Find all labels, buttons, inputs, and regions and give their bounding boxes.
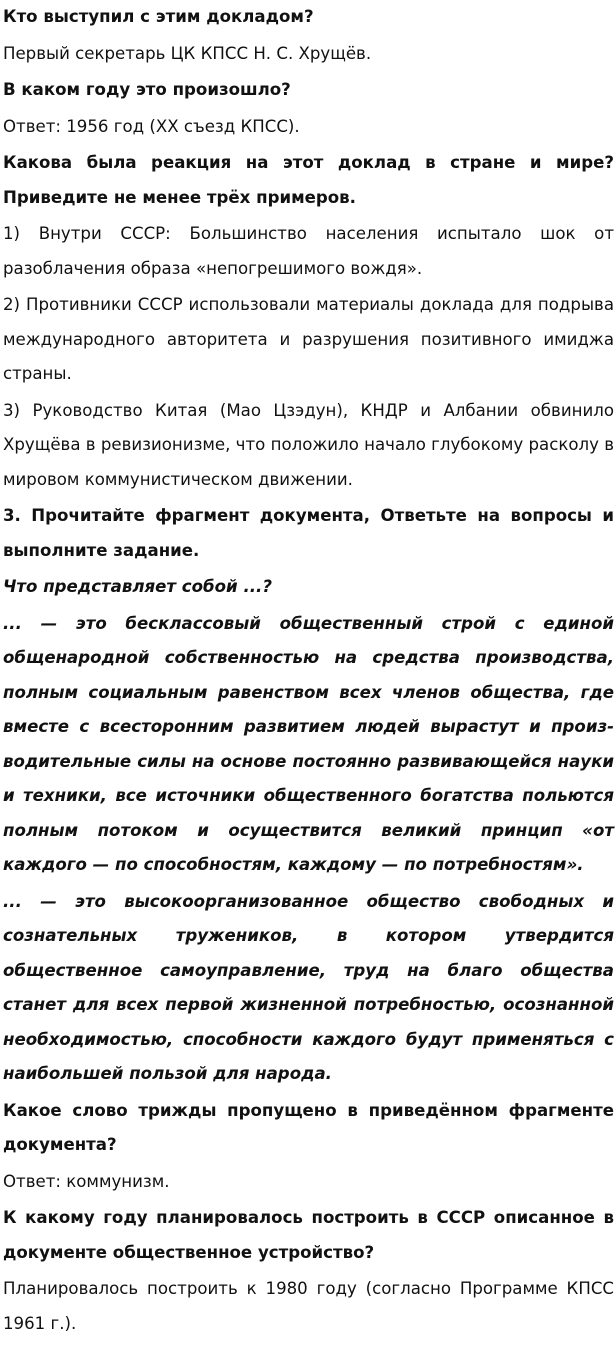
task-3-heading: 3. Прочитайте фрагмент документа, Ответьте на вопросы и выполните задание. <box>3 506 614 560</box>
answer-year: Ответ: 1956 год (XX съезд КПСС). <box>3 116 300 136</box>
answer-missing-word: Ответ: коммунизм. <box>3 1171 170 1191</box>
question-reaction: Какова была реакция на этот доклад в стране и мире? Приведите не менее трёх примеров. <box>3 153 614 207</box>
question-year: В каком году это произошло? <box>3 80 291 99</box>
question-target-year: К какому году планировалось построить в СССР описанное в документе общественное устройство? <box>3 1208 614 1262</box>
question-what-is: Что представляет собой ...? <box>3 577 272 596</box>
answer-target-year: Планировалось построить к 1980 году (согласно Программе КПСС 1961 г.). <box>3 1279 614 1333</box>
answer-reaction-3: 3) Руководство Китая (Мао Цзэдун), КНДР и Албании обвинило Хрущёва в ревизионизме, что положило начало глубокому расколу в мировом коммунистическом движении. <box>3 400 614 489</box>
answer-speaker: Первый секретарь ЦК КПСС Н. С. Хрущёв. <box>3 43 372 63</box>
document-quote-1: ... — это бесклассовый общественный строй с единой общенародной собственностью на средства производства, полным социальным равенством всех членов общества, где вместе с всесторонним развитием людей вырастут и производительные силы на основе постоянно развивающейся науки и техники, все источники общественного богатства польются полным потоком и осуществится великий принцип «от каждого — по способностям, каждому — по потребностям». <box>3 613 614 874</box>
answer-reaction-1: 1) Внутри СССР: Большинство населения испытало шок от разоблачения образа «непогрешимого вождя». <box>3 224 614 278</box>
question-speaker: Кто выступил с этим докладом? <box>3 7 314 26</box>
document-quote-2: ... — это высокоорганизованное общество свободных и сознательных тружеников, в котором утвердится общественное самоуправление, труд на благо общества станет для всех первой жизненной потребностью, осознанной необходимостью, способности каждого будут применяться с наибольшей пользой для народа. <box>3 891 614 1083</box>
question-missing-word: Какое слово трижды пропущено в приведённом фрагменте документа? <box>3 1100 614 1154</box>
answer-reaction-2: 2) Противники СССР использовали материалы доклада для подрыва международного авторитета и разрушения позитивного имиджа страны. <box>3 295 614 383</box>
